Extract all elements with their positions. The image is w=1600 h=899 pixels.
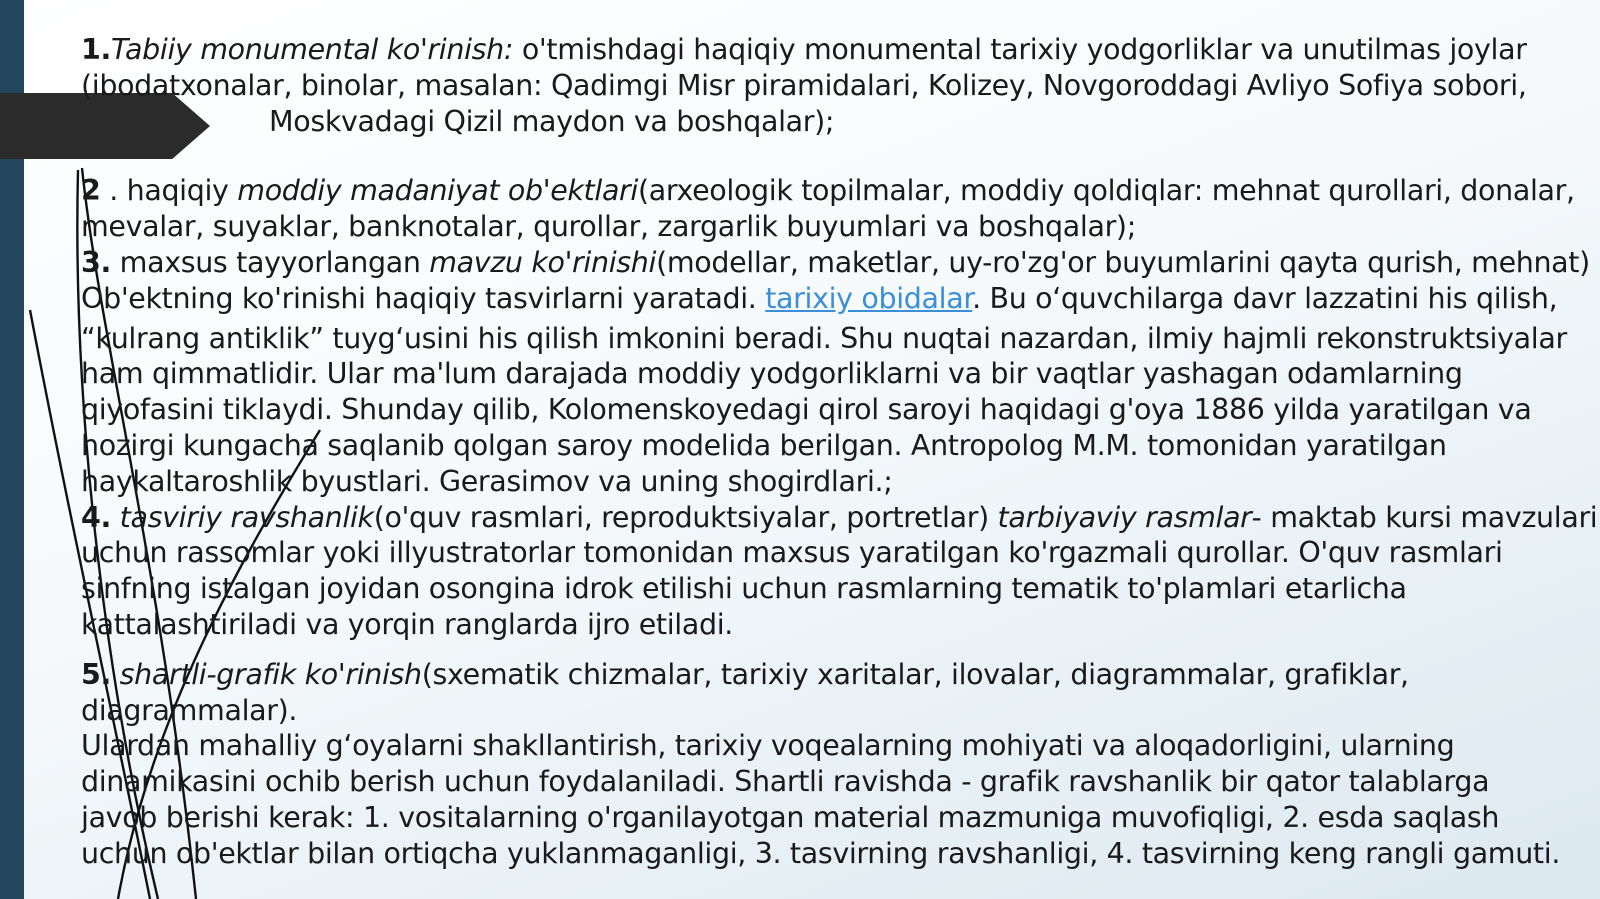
item2-line1 — [81, 173, 1581, 209]
item5-line2: diagrammalar). — [81, 693, 298, 727]
item1-number: 1. — [81, 33, 111, 66]
item3-line3: “kulrang antiklik” tuyg‘usini his qilish imkonini beradi. Shu nuqtai nazardan, ilmiy hajmli rekonstruktsiyalar — [81, 321, 1567, 355]
item5-line1 — [81, 657, 1581, 693]
item4-line4: kattalashtiriladi va yorqin ranglarda ijro etiladi. — [81, 607, 733, 641]
item4-line3: sinfning istalgan joyidan osongina idrok etilishi uchun rasmlarning tematik to'plamlari etarlicha — [81, 572, 1407, 606]
spacer — [81, 643, 1581, 657]
item1-text: o'tmishdagi haqiqiy monumental tarixiy yodgorliklar va unutilmas joylar — [513, 33, 1527, 66]
spacer — [81, 139, 1581, 173]
item4-title2: tarbiyaviy rasmlar — [997, 500, 1252, 534]
item2-line2: mevalar, suyaklar, banknotalar, qurollar, zargarlik buyumlari va boshqalar); — [81, 210, 1136, 244]
item3-title: mavzu ko'rinishi — [429, 245, 657, 279]
item3-line5: qiyofasini tiklaydi. Shunday qilib, Kolomenskoyedagi qirol saroyi haqidagi g'oya 1886 yilda yaratilgan va — [81, 393, 1532, 427]
item2-number: 2 — [81, 174, 101, 208]
item3-line1 — [81, 245, 1590, 281]
item3-prefix: maxsus tayyorlangan — [110, 245, 430, 279]
slide-body-text — [81, 32, 1598, 872]
item2-title: moddiy madaniyat ob'ektlari — [237, 174, 638, 208]
item1-line3: Moskvadagi Qizil maydon va boshqalar); — [269, 104, 835, 138]
item4-line2: uchun rassomlar yoki illyustratorlar tomonidan maxsus yaratilgan ko'rgazmali qurollar. O'quv rasmlari — [81, 536, 1503, 570]
item1-line1 — [81, 32, 1581, 68]
item5-title: shartli-grafik ko'rinish — [110, 657, 422, 691]
item3-line2 — [81, 281, 1581, 317]
item1-line2: (ibodatxonalar, binolar, masalan: Qadimgi Misr piramidalari, Kolizey, Novgoroddagi Avliyo Sofiya sobori, — [81, 68, 1527, 102]
item3-line2-post: . Bu o‘quvchilarga davr lazzatini his qilish, — [972, 281, 1558, 315]
item2-text: (arxeologik topilmalar, moddiy qoldiqlar: mehnat qurollari, donalar, — [638, 174, 1575, 208]
item3-number: 3. — [81, 245, 111, 279]
item5-line5: javob berishi kerak: 1. vositalarning o'rganilayotgan material mazmuniga muvofiqligi, 2. esda saqlash — [81, 800, 1500, 834]
item1-title: Tabiiy monumental ko'rinish: — [110, 33, 514, 66]
item4-title: tasviriy ravshanlik — [110, 500, 374, 534]
tarixiy-obidalar-link[interactable]: tarixiy obidalar — [765, 281, 973, 315]
item4-text: - maktab kursi mavzulari — [1251, 500, 1598, 534]
item4-number: 4. — [81, 500, 111, 534]
item3-line7: haykaltaroshlik byustlari. Gerasimov va uning shogirdlari.; — [81, 464, 893, 498]
item3-line6: hozirgi kungacha saqlanib qolgan saroy modelida berilgan. Antropolog M.M. tomonidan yaratilgan — [81, 428, 1447, 462]
item5-line6: uchun ob'ektlar bilan ortiqcha yuklanmaganligi, 3. tasvirning ravshanligi, 4. tasvirning keng rangli gamuti. — [81, 836, 1561, 870]
item4-line1 — [81, 500, 1598, 536]
item2-prefix: . haqiqiy — [100, 174, 238, 208]
item3-line2-pre: Ob'ektning ko'rinishi haqiqiy tasvirlarni yaratadi. — [81, 281, 766, 315]
item5-line4: dinamikasini ochib berish uchun foydalaniladi. Shartli ravishda - grafik ravshanlik bir qator talablarga — [81, 765, 1490, 799]
item3-line4: ham qimmatlidir. Ular ma'lum darajada moddiy yodgorliklarni va bir vaqtlar yashagan odamlarning — [81, 357, 1463, 391]
item4-mid: (o'quv rasmlari, reproduktsiyalar, portretlar) — [373, 500, 998, 534]
item5-number: 5. — [81, 657, 111, 691]
item3-text: (modellar, maketlar, uy-ro'zg'or buyumlarini qayta qurish, mehnat) — [656, 245, 1590, 279]
item5-line3: Ulardan mahalliy g‘oyalarni shakllantirish, tarixiy voqealarning mohiyati va aloqadorligini, ularning — [81, 729, 1455, 763]
item5-text: (sxematik chizmalar, tarixiy xaritalar, ilovalar, diagrammalar, grafiklar, — [421, 657, 1409, 691]
